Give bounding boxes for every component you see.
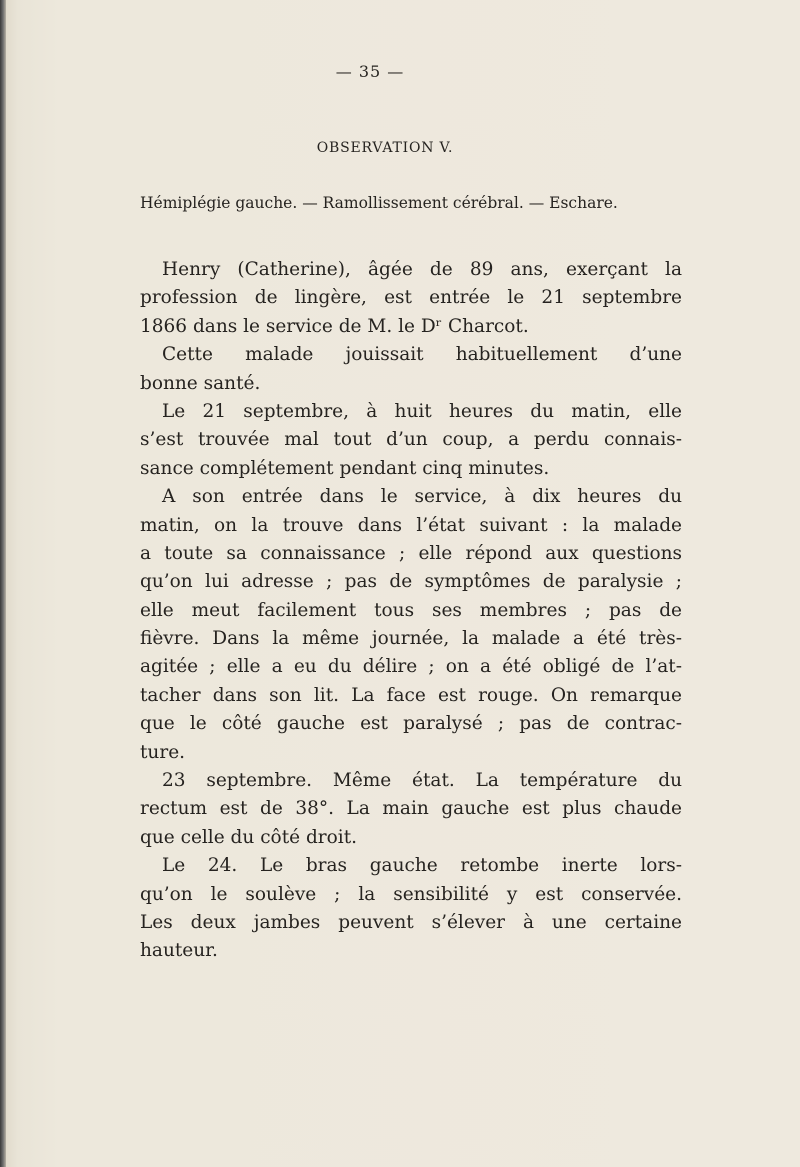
body-line: qu’on le soulève ; la sensibilité y est conservée.: [140, 883, 682, 905]
body-line: hauteur.: [140, 940, 218, 962]
body-line: bonne santé.: [140, 372, 261, 394]
body-line: s’est trouvée mal tout d’un coup, a perdu connais-: [140, 429, 682, 451]
body-line: matin, on la trouve dans l’état suivant : la malade: [140, 514, 682, 536]
body-line: Les deux jambes peuvent s’élever à une certaine: [140, 911, 682, 933]
body-line: Henry (Catherine), âgée de 89 ans, exerçant la: [162, 259, 682, 280]
body-line: sance complétement pendant cinq minutes.: [140, 457, 550, 479]
body-text: [140, 256, 682, 966]
book-binding-edge: [0, 0, 6, 1167]
body-line: agitée ; elle a eu du délire ; on a été obligé de l’at-: [140, 656, 682, 678]
observation-heading: OBSERVATION V.: [316, 140, 454, 156]
body-line: elle meut facilement tous ses membres ; pas de: [140, 599, 682, 621]
body-line: qu’on lui adresse ; pas de symptômes de paralysie ;: [140, 571, 682, 593]
body-line: ture.: [140, 741, 186, 763]
body-line: tacher dans son lit. La face est rouge. On remarque: [140, 684, 682, 706]
body-line: 23 septembre. Même état. La température du: [162, 770, 682, 792]
page-number: — 35 —: [335, 62, 405, 81]
body-line: Le 24. Le bras gauche retombe inerte lors-: [162, 855, 682, 877]
body-line: 1866 dans le service de M. le Dʳ Charcot.: [140, 315, 529, 337]
body-line: a toute sa connaissance ; elle répond aux questions: [140, 542, 682, 564]
body-line: que celle du côté droit.: [140, 826, 358, 848]
body-line: profession de lingère, est entrée le 21 septembre: [140, 287, 682, 309]
observation-subtitle: Hémiplégie gauche. — Ramollissement cérébral. — Eschare.: [140, 194, 618, 212]
body-line: que le côté gauche est paralysé ; pas de contrac-: [140, 713, 682, 735]
body-line: Le 21 septembre, à huit heures du matin, elle: [162, 400, 682, 422]
body-line: A son entrée dans le service, à dix heures du: [162, 486, 682, 508]
body-line: rectum est de 38°. La main gauche est plus chaude: [140, 798, 682, 820]
body-line: Cette malade jouissait habituellement d’une: [162, 344, 682, 366]
body-line: fièvre. Dans la même journée, la malade a été très-: [140, 628, 682, 650]
